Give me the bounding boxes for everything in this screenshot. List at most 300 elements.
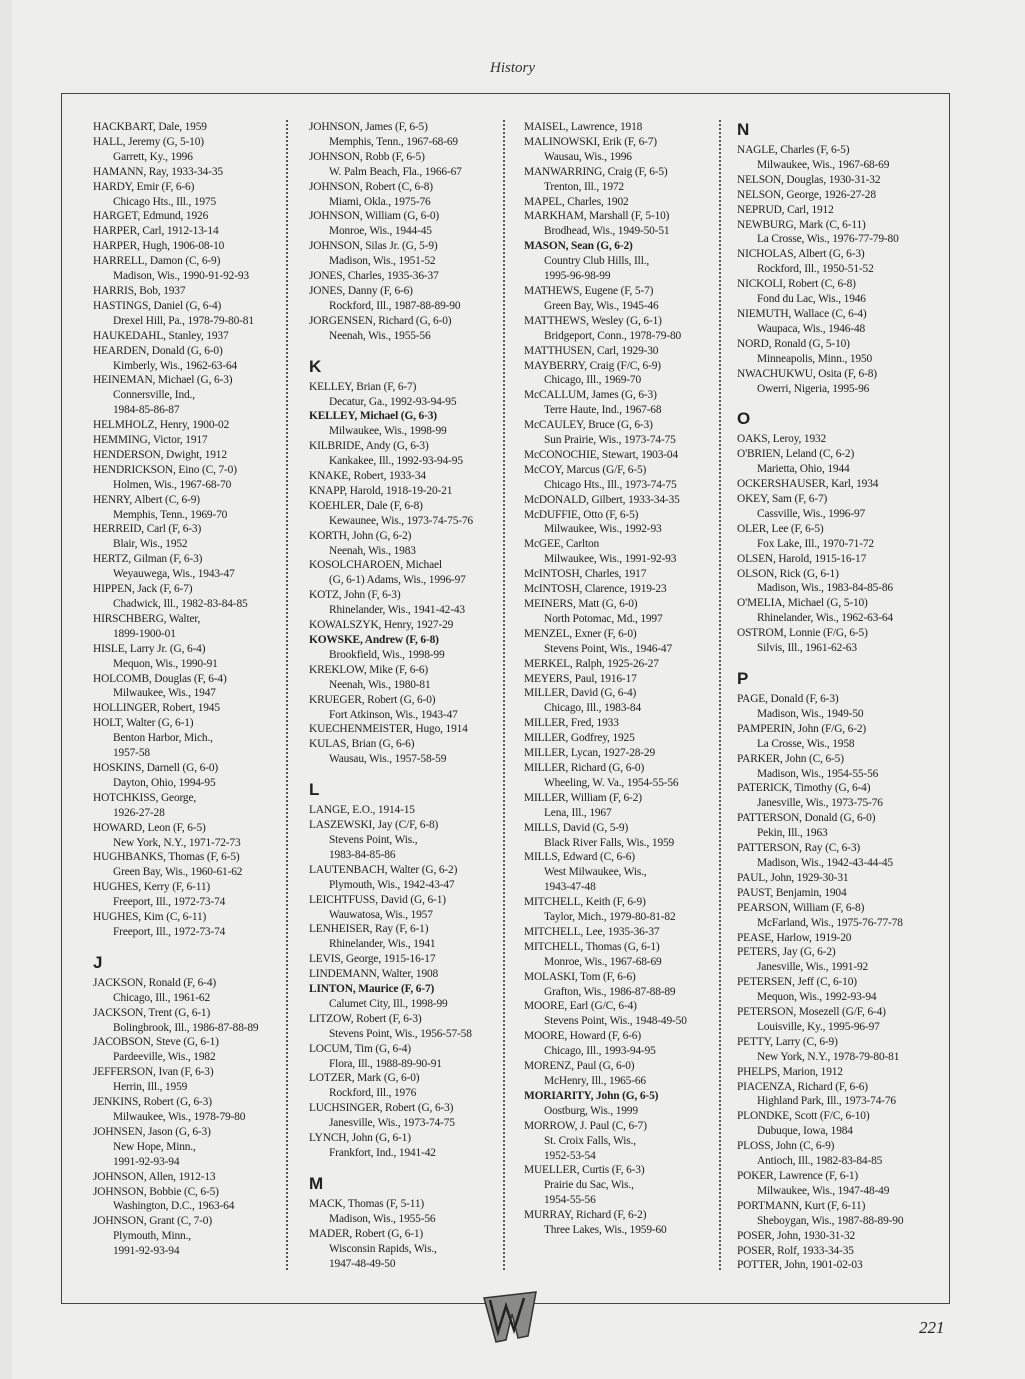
player-entry: LAUTENBACH, Walter (G, 6-2): [309, 863, 458, 876]
player-entry: KELLEY, Brian (F, 6-7): [309, 380, 417, 393]
entry-detail: La Crosse, Wis., 1976-77-79-80: [757, 233, 899, 246]
player-entry: MILLER, Fred, 1933: [524, 717, 619, 730]
player-entry: JONES, Charles, 1935-36-37: [309, 270, 439, 283]
player-entry: MORENZ, Paul (G, 6-0): [524, 1060, 635, 1073]
entry-detail: Wausau, Wis., 1957-58-59: [329, 753, 447, 766]
entry-detail: 1983-84-85-86: [329, 848, 396, 861]
player-entry: HENDRICKSON, Eino (C, 7-0): [93, 463, 237, 476]
entry-detail: Milwaukee, Wis., 1978-79-80: [113, 1111, 246, 1123]
player-entry: NELSON, Douglas, 1930-31-32: [737, 173, 881, 186]
player-entry: PLOSS, John (C, 6-9): [737, 1140, 835, 1153]
entry-detail: Waupaca, Wis., 1946-48: [757, 322, 866, 335]
player-entry: MAISEL, Lawrence, 1918: [524, 121, 643, 133]
entry-detail: Madison, Wis., 1955-56: [329, 1212, 436, 1225]
player-entry: HIRSCHBERG, Walter,: [93, 612, 201, 625]
player-entry: HARPER, Carl, 1912-13-14: [93, 225, 219, 238]
player-entry: MILLS, Edward (C, 6-6): [524, 851, 635, 864]
entry-detail: Neenah, Wis., 1955-56: [329, 329, 431, 342]
entry-detail: Chadwick, Ill., 1982-83-84-85: [113, 598, 248, 610]
entry-detail: Lena, Ill., 1967: [544, 806, 612, 819]
entry-detail: Plymouth, Minn.,: [113, 1230, 191, 1243]
player-entry: KOWSKE, Andrew (F, 6-8): [309, 634, 439, 646]
player-entry: PATTERSON, Ray (C, 6-3): [737, 842, 861, 855]
entry-detail: Kewaunee, Wis., 1973-74-75-76: [329, 514, 473, 527]
player-entry: LINTON, Maurice (F, 6-7): [309, 983, 435, 996]
running-head: History: [490, 60, 535, 76]
player-entry: PETERSEN, Jeff (C, 6-10): [737, 976, 857, 989]
roster-column-3: [524, 120, 724, 1238]
entry-detail: Pardeeville, Wis., 1982: [113, 1051, 216, 1064]
entry-detail: Plymouth, Wis., 1942-43-47: [329, 878, 455, 891]
entry-detail: Silvis, Ill., 1961-62-63: [757, 642, 857, 655]
player-entry: LUCHSINGER, Robert (G, 6-3): [309, 1102, 454, 1115]
player-entry: McDONALD, Gilbert, 1933-34-35: [524, 493, 680, 506]
entry-detail: Milwaukee, Wis., 1998-99: [329, 425, 447, 438]
player-entry: POKER, Lawrence (F, 6-1): [737, 1170, 859, 1182]
roster-column-4: [737, 120, 937, 1273]
entry-detail: 1899-1900-01: [113, 627, 176, 640]
entry-detail: Prairie du Sac, Wis.,: [544, 1179, 634, 1192]
player-entry: MILLS, David (G, 5-9): [524, 821, 629, 834]
player-entry: PATTERSON, Donald (G, 6-0): [737, 812, 876, 825]
roster-column-2: [309, 120, 509, 1271]
player-entry: LOCUM, Tim (G, 6-4): [309, 1042, 411, 1055]
player-entry: PAMPERIN, John (F/G, 6-2): [737, 722, 867, 735]
entry-detail: Garrett, Ky., 1996: [113, 150, 193, 163]
player-entry: KREKLOW, Mike (F, 6-6): [309, 663, 429, 676]
player-entry: OLSEN, Harold, 1915-16-17: [737, 552, 867, 565]
entry-detail: 1957-58: [113, 747, 150, 760]
section-letter: K: [309, 356, 322, 376]
entry-detail: Wauwatosa, Wis., 1957: [329, 908, 433, 921]
player-entry: LINDEMANN, Walter, 1908: [309, 968, 439, 981]
player-entry: JACOBSON, Steve (G, 6-1): [93, 1036, 219, 1049]
player-entry: POTTER, John, 1901-02-03: [737, 1259, 863, 1272]
entry-detail: Herrin, Ill., 1959: [113, 1081, 188, 1094]
player-entry: HIPPEN, Jack (F, 6-7): [93, 583, 193, 596]
entry-detail: Stevens Point, Wis., 1948-49-50: [544, 1015, 687, 1028]
player-entry: PEARSON, William (F, 6-8): [737, 901, 865, 914]
player-entry: PEASE, Harlow, 1919-20: [737, 931, 852, 944]
entry-detail: Chicago Hts., Ill., 1973-74-75: [544, 478, 677, 491]
entry-detail: Wheeling, W. Va., 1954-55-56: [544, 776, 679, 789]
player-entry: HEMMING, Victor, 1917: [93, 434, 208, 447]
player-entry: MITCHELL, Keith (F, 6-9): [524, 896, 646, 909]
player-entry: JEFFERSON, Ivan (F, 6-3): [93, 1066, 214, 1079]
entry-detail: Milwaukee, Wis., 1991-92-93: [544, 553, 677, 566]
player-entry: PORTMANN, Kurt (F, 6-11): [737, 1199, 866, 1212]
entry-detail: Freeport, Ill., 1972-73-74: [113, 925, 226, 938]
player-entry: JACKSON, Trent (G, 6-1): [93, 1006, 211, 1019]
entry-detail: Minneapolis, Minn., 1950: [757, 352, 873, 365]
player-entry: MILLER, Richard (G, 6-0): [524, 761, 645, 774]
entry-detail: Louisville, Ky., 1995-96-97: [757, 1020, 880, 1033]
player-entry: LENHEISER, Ray (F, 6-1): [309, 923, 429, 936]
entry-detail: Madison, Wis., 1942-43-44-45: [757, 856, 893, 869]
entry-detail: Janesville, Wis., 1991-92: [757, 961, 869, 974]
player-entry: POSER, John, 1930-31-32: [737, 1229, 856, 1242]
player-entry: JOHNSON, Robert (C, 6-8): [309, 180, 433, 193]
entry-detail: Stevens Point, Wis., 1956-57-58: [329, 1027, 472, 1040]
player-entry: PETTY, Larry (C, 6-9): [737, 1035, 838, 1048]
player-entry: HARDY, Emir (F, 6-6): [93, 180, 195, 193]
player-entry: KUECHENMEISTER, Hugo, 1914: [309, 723, 468, 736]
entry-detail: New York, N.Y., 1978-79-80-81: [757, 1050, 900, 1063]
player-entry: KULAS, Brian (G, 6-6): [309, 738, 415, 751]
player-entry: OAKS, Leroy, 1932: [737, 433, 827, 446]
entry-detail: 1947-48-49-50: [329, 1257, 396, 1270]
player-entry: JOHNSON, Allen, 1912-13: [93, 1170, 216, 1183]
player-entry: McGEE, Carlton: [524, 538, 600, 551]
entry-detail: Stevens Point, Wis., 1946-47: [544, 642, 673, 655]
player-entry: JACKSON, Ronald (F, 6-4): [93, 976, 217, 989]
logo-letter: W: [478, 1288, 479, 1289]
player-entry: MUELLER, Curtis (F, 6-3): [524, 1164, 645, 1177]
player-entry: KNAKE, Robert, 1933-34: [309, 470, 426, 483]
player-entry: PAGE, Donald (F, 6-3): [737, 693, 839, 705]
player-entry: JENKINS, Robert (G, 6-3): [93, 1096, 212, 1109]
player-entry: NICKOLI, Robert (C, 6-8): [737, 278, 856, 291]
entry-detail: Neenah, Wis., 1983: [329, 544, 416, 557]
player-entry: HELMHOLZ, Henry, 1900-02: [93, 419, 230, 432]
entry-detail: Milwaukee, Wis., 1947: [113, 687, 216, 700]
entry-detail: 1943-47-48: [544, 881, 596, 894]
player-entry: MADER, Robert (G, 6-1): [309, 1227, 424, 1240]
entry-detail: Drexel Hill, Pa., 1978-79-80-81: [113, 314, 254, 327]
section-letter: J: [93, 952, 103, 972]
entry-detail: New Hope, Minn.,: [113, 1140, 196, 1153]
entry-detail: Black River Falls, Wis., 1959: [544, 836, 675, 849]
player-entry: MITCHELL, Lee, 1935-36-37: [524, 925, 660, 938]
entry-detail: Flora, Ill., 1988-89-90-91: [329, 1057, 442, 1070]
column-divider: [286, 120, 288, 1270]
player-entry: HARRIS, Bob, 1937: [93, 284, 186, 297]
player-entry: OSTROM, Lonnie (F/G, 6-5): [737, 627, 868, 640]
player-entry: NIEMUTH, Wallace (C, 6-4): [737, 307, 867, 320]
entry-detail: Fond du Lac, Wis., 1946: [757, 293, 866, 306]
player-entry: NWACHUKWU, Osita (F, 6-8): [737, 367, 877, 380]
entry-detail: Memphis, Tenn., 1969-70: [113, 508, 228, 521]
player-entry: McDUFFIE, Otto (F, 6-5): [524, 508, 639, 521]
player-entry: HENDERSON, Dwight, 1912: [93, 448, 227, 461]
entry-detail: Holmen, Wis., 1967-68-70: [113, 478, 232, 491]
player-entry: MORROW, J. Paul (C, 6-7): [524, 1119, 647, 1132]
player-entry: MATTHEWS, Wesley (G, 6-1): [524, 314, 662, 327]
player-entry: HAMANN, Ray, 1933-34-35: [93, 165, 223, 178]
player-entry: MURRAY, Richard (F, 6-2): [524, 1209, 647, 1222]
player-entry: MEINERS, Matt (G, 6-0): [524, 598, 638, 610]
player-entry: HISLE, Larry Jr. (G, 6-4): [93, 642, 206, 655]
entry-detail: Milwaukee, Wis., 1992-93: [544, 523, 662, 536]
entry-detail: Fox Lake, Ill., 1970-71-72: [757, 537, 874, 550]
player-entry: MEYERS, Paul, 1916-17: [524, 672, 637, 685]
player-entry: HAUKEDAHL, Stanley, 1937: [93, 329, 229, 342]
player-entry: HOTCHKISS, George,: [93, 791, 197, 804]
entry-detail: St. Croix Falls, Wis.,: [544, 1134, 636, 1147]
player-entry: JONES, Danny (F, 6-6): [309, 284, 413, 297]
entry-detail: Frankfort, Ind., 1941-42: [329, 1147, 436, 1159]
entry-detail: Monroe, Wis., 1944-45: [329, 225, 432, 238]
entry-detail: Brookfield, Wis., 1998-99: [329, 648, 445, 661]
player-entry: MERKEL, Ralph, 1925-26-27: [524, 657, 659, 670]
entry-detail: Wisconsin Rapids, Wis.,: [329, 1242, 437, 1255]
player-entry: POSER, Rolf, 1933-34-35: [737, 1244, 854, 1257]
player-entry: MACK, Thomas (F, 5-11): [309, 1197, 425, 1210]
player-entry: HUGHBANKS, Thomas (F, 6-5): [93, 851, 240, 864]
entry-detail: Decatur, Ga., 1992-93-94-95: [329, 395, 457, 408]
entry-detail: 1995-96-98-99: [544, 270, 611, 283]
player-entry: HARPER, Hugh, 1906-08-10: [93, 240, 225, 253]
entry-detail: Pekin, Ill., 1963: [757, 827, 828, 840]
player-entry: HARGET, Edmund, 1926: [93, 210, 209, 223]
entry-detail: Memphis, Tenn., 1967-68-69: [329, 135, 458, 148]
player-entry: MARKHAM, Marshall (F, 5-10): [524, 210, 670, 223]
player-entry: KRUEGER, Robert (G, 6-0): [309, 693, 436, 706]
entry-detail: Monroe, Wis., 1967-68-69: [544, 955, 662, 968]
player-entry: NEWBURG, Mark (C, 6-11): [737, 218, 866, 231]
player-entry: OLSON, Rick (G, 6-1): [737, 567, 839, 580]
player-entry: PATERICK, Timothy (G, 6-4): [737, 782, 871, 795]
player-entry: KORTH, John (G, 6-2): [309, 529, 412, 542]
player-entry: JOHNSON, Silas Jr. (G, 5-9): [309, 240, 438, 253]
entry-detail: Bolingbrook, Ill., 1986-87-88-89: [113, 1021, 259, 1034]
section-letter: L: [309, 780, 320, 800]
entry-detail: Wausau, Wis., 1996: [544, 150, 632, 163]
entry-detail: Trenton, Ill., 1972: [544, 180, 624, 193]
entry-detail: Madison, Wis., 1954-55-56: [757, 767, 879, 780]
player-entry: HEARDEN, Donald (G, 6-0): [93, 344, 223, 357]
player-entry: LITZOW, Robert (F, 6-3): [309, 1012, 422, 1025]
player-entry: O'MELIA, Michael (G, 5-10): [737, 597, 868, 610]
entry-detail: Chicago, Ill., 1969-70: [544, 374, 641, 387]
entry-detail: Three Lakes, Wis., 1959-60: [544, 1224, 667, 1237]
entry-detail: Fort Atkinson, Wis., 1943-47: [329, 708, 458, 721]
entry-detail: Calumet City, Ill., 1998-99: [329, 997, 448, 1010]
entry-detail: Connersville, Ind.,: [113, 389, 195, 402]
player-entry: PETERS, Jay (G, 6-2): [737, 946, 836, 959]
entry-detail: Dayton, Ohio, 1994-95: [113, 776, 216, 789]
section-letter: M: [309, 1173, 324, 1193]
player-entry: HARRELL, Damon (C, 6-9): [93, 255, 221, 268]
motion-w-logo: [478, 1288, 542, 1344]
entry-detail: Kimberly, Wis., 1962-63-64: [113, 359, 238, 372]
player-entry: NELSON, George, 1926-27-28: [737, 188, 876, 201]
player-entry: McINTOSH, Clarence, 1919-23: [524, 583, 667, 596]
column-divider: [503, 120, 505, 1270]
player-entry: KOTZ, John (F, 6-3): [309, 589, 401, 602]
entry-detail: Rockford, Ill., 1987-88-89-90: [329, 299, 461, 312]
player-entry: HUGHES, Kim (C, 6-11): [93, 911, 207, 924]
entry-detail: Weyauwega, Wis., 1943-47: [113, 568, 235, 581]
player-entry: McCONOCHIE, Stewart, 1903-04: [524, 448, 678, 461]
player-entry: HOLT, Walter (G, 6-1): [93, 717, 194, 730]
player-entry: HERREID, Carl (F, 6-3): [93, 523, 202, 536]
player-entry: MENZEL, Exner (F, 6-0): [524, 627, 637, 640]
player-entry: MANWARRING, Craig (F, 6-5): [524, 165, 668, 178]
player-entry: McCALLUM, James (G, 6-3): [524, 389, 657, 402]
player-entry: MAPEL, Charles, 1902: [524, 195, 629, 208]
entry-detail: 1991-92-93-94: [113, 1155, 180, 1168]
entry-detail: Madison, Wis., 1951-52: [329, 255, 436, 268]
player-entry: PHELPS, Marion, 1912: [737, 1065, 843, 1078]
player-entry: JOHNSON, William (G, 6-0): [309, 210, 440, 223]
entry-detail: 1952-53-54: [544, 1149, 596, 1162]
entry-detail: 1991-92-93-94: [113, 1245, 180, 1258]
player-entry: PARKER, John (C, 6-5): [737, 752, 844, 765]
entry-detail: 1954-55-56: [544, 1194, 596, 1207]
player-entry: NEPRUD, Carl, 1912: [737, 203, 834, 216]
player-entry: KILBRIDE, Andy (G, 6-3): [309, 440, 429, 453]
player-entry: O'BRIEN, Leland (C, 6-2): [737, 448, 855, 461]
player-entry: LOTZER, Mark (G, 6-0): [309, 1072, 420, 1085]
player-entry: MILLER, William (F, 6-2): [524, 791, 642, 804]
player-entry: MALINOWSKI, Erik (F, 6-7): [524, 135, 657, 148]
entry-detail: Madison, Wis., 1990-91-92-93: [113, 270, 249, 283]
entry-detail: 1984-85-86-87: [113, 404, 180, 417]
player-entry: LYNCH, John (G, 6-1): [309, 1132, 411, 1145]
player-entry: HUGHES, Kerry (F, 6-11): [93, 881, 211, 894]
entry-detail: Rockford, Ill., 1950-51-52: [757, 263, 874, 276]
player-entry: NORD, Ronald (G, 5-10): [737, 337, 850, 350]
player-entry: PAUL, John, 1929-30-31: [737, 871, 849, 884]
entry-detail: Rhinelander, Wis., 1941-42-43: [329, 604, 465, 617]
entry-detail: Mequon, Wis., 1992-93-94: [757, 991, 877, 1004]
player-entry: PIACENZA, Richard (F, 6-6): [737, 1080, 868, 1093]
entry-detail: Taylor, Mich., 1979-80-81-82: [544, 911, 676, 924]
entry-detail: W. Palm Beach, Fla., 1966-67: [329, 165, 462, 178]
entry-detail: Mequon, Wis., 1990-91: [113, 657, 218, 670]
entry-detail: Madison, Wis., 1949-50: [757, 707, 864, 720]
player-entry: KNAPP, Harold, 1918-19-20-21: [309, 484, 453, 497]
player-entry: OCKERSHAUSER, Karl, 1934: [737, 478, 879, 491]
page-number: 221: [919, 1318, 945, 1337]
entry-detail: Chicago, Ill., 1961-62: [113, 991, 210, 1004]
player-entry: LANGE, E.O., 1914-15: [309, 804, 415, 817]
player-entry: LEVIS, George, 1915-16-17: [309, 953, 436, 966]
entry-detail: Miami, Okla., 1975-76: [329, 195, 431, 208]
section-letter: P: [737, 669, 749, 688]
entry-detail: McFarland, Wis., 1975-76-77-78: [757, 916, 903, 929]
entry-detail: Janesville, Wis., 1973-74-75: [329, 1117, 455, 1130]
player-entry: OLER, Lee (F, 6-5): [737, 522, 824, 535]
player-entry: LASZEWSKI, Jay (C/F, 6-8): [309, 819, 439, 832]
player-entry: HALL, Jeremy (G, 5-10): [93, 135, 204, 148]
player-entry: JOHNSON, James (F, 6-5): [309, 121, 428, 133]
entry-detail: Milwaukee, Wis., 1967-68-69: [757, 158, 890, 171]
entry-detail: Owerri, Nigeria, 1995-96: [757, 382, 870, 395]
player-entry: MATTHUSEN, Carl, 1929-30: [524, 344, 659, 357]
entry-detail: La Crosse, Wis., 1958: [757, 737, 855, 750]
player-entry: JOHNSON, Bobbie (C, 6-5): [93, 1185, 219, 1198]
player-entry: MOORE, Earl (G/C, 6-4): [524, 1000, 637, 1013]
player-entry: NAGLE, Charles (F, 6-5): [737, 144, 850, 156]
entry-detail: Green Bay, Wis., 1960-61-62: [113, 866, 243, 879]
entry-detail: Cassville, Wis., 1996-97: [757, 507, 866, 520]
entry-detail: 1926-27-28: [113, 806, 165, 819]
entry-detail: Dubuque, Iowa, 1984: [757, 1125, 853, 1138]
player-entry: McCAULEY, Bruce (G, 6-3): [524, 419, 653, 432]
entry-detail: Chicago Hts., Ill., 1975: [113, 195, 217, 208]
entry-detail: Janesville, Wis., 1973-75-76: [757, 797, 883, 810]
entry-detail: Marietta, Ohio, 1944: [757, 463, 850, 476]
entry-detail: Milwaukee, Wis., 1947-48-49: [757, 1184, 890, 1197]
player-entry: KOEHLER, Dale (F, 6-8): [309, 499, 423, 512]
entry-detail: West Milwaukee, Wis.,: [544, 866, 647, 879]
player-entry: OKEY, Sam (F, 6-7): [737, 493, 828, 506]
entry-detail: Neenah, Wis., 1980-81: [329, 678, 431, 691]
entry-detail: Washington, D.C., 1963-64: [113, 1200, 235, 1213]
entry-detail: Bridgeport, Conn., 1978-79-80: [544, 329, 682, 342]
entry-detail: Highland Park, Ill., 1973-74-76: [757, 1095, 896, 1108]
roster-column-1: [93, 120, 293, 1259]
player-entry: HENRY, Albert (C, 6-9): [93, 493, 200, 506]
entry-detail: Antioch, Ill., 1982-83-84-85: [757, 1155, 883, 1168]
entry-detail: Madison, Wis., 1983-84-85-86: [757, 582, 893, 595]
player-entry: PAUST, Benjamin, 1904: [737, 886, 847, 899]
player-entry: MILLER, Godfrey, 1925: [524, 732, 635, 745]
player-entry: McCOY, Marcus (G/F, 6-5): [524, 463, 647, 476]
player-entry: NICHOLAS, Albert (G, 6-3): [737, 248, 865, 261]
player-entry: MATHEWS, Eugene (F, 5-7): [524, 284, 654, 297]
player-entry: HACKBART, Dale, 1959: [93, 121, 207, 133]
column-divider: [719, 120, 721, 1270]
player-entry: PLONDKE, Scott (F/C, 6-10): [737, 1110, 870, 1123]
entry-detail: Rhinelander, Wis., 1962-63-64: [757, 612, 893, 625]
entry-detail: Rhinelander, Wis., 1941: [329, 938, 436, 951]
entry-detail: Sun Prairie, Wis., 1973-74-75: [544, 434, 676, 447]
entry-detail: Country Club Hills, Ill.,: [544, 255, 650, 268]
player-entry: HERTZ, Gilman (F, 6-3): [93, 553, 203, 566]
entry-detail: Green Bay, Wis., 1945-46: [544, 299, 659, 312]
player-entry: HASTINGS, Daniel (G, 6-4): [93, 299, 222, 312]
entry-detail: Freeport, Ill., 1972-73-74: [113, 896, 226, 909]
player-entry: MAYBERRY, Craig (F/C, 6-9): [524, 359, 661, 372]
player-entry: PETERSON, Mosezell (G/F, 6-4): [737, 1006, 886, 1019]
player-entry: JOHNSEN, Jason (G, 6-3): [93, 1125, 211, 1138]
player-entry: KOWALSZYK, Henry, 1927-29: [309, 619, 454, 632]
entry-detail: Terre Haute, Ind., 1967-68: [544, 404, 662, 417]
player-entry: JOHNSON, Grant (C, 7-0): [93, 1215, 212, 1228]
player-entry: HOSKINS, Darnell (G, 6-0): [93, 761, 219, 774]
entry-detail: Chicago, Ill., 1993-94-95: [544, 1045, 656, 1058]
player-entry: HOLLINGER, Robert, 1945: [93, 702, 220, 715]
entry-detail: Brodhead, Wis., 1949-50-51: [544, 225, 670, 238]
player-entry: MITCHELL, Thomas (G, 6-1): [524, 940, 660, 953]
entry-detail: Grafton, Wis., 1986-87-88-89: [544, 985, 676, 998]
player-entry: MOLASKI, Tom (F, 6-6): [524, 970, 636, 983]
player-entry: HOWARD, Leon (F, 6-5): [93, 821, 206, 834]
entry-detail: New York, N.Y., 1971-72-73: [113, 836, 241, 849]
player-entry: HEINEMAN, Michael (G, 6-3): [93, 374, 233, 387]
entry-detail: Benton Harbor, Mich.,: [113, 732, 213, 745]
player-entry: MILLER, Lycan, 1927-28-29: [524, 747, 656, 760]
entry-detail: Oostburg, Wis., 1999: [544, 1104, 638, 1117]
player-entry: JORGENSEN, Richard (G, 6-0): [309, 314, 452, 327]
player-entry: JOHNSON, Robb (F, 6-5): [309, 150, 425, 163]
player-entry: HOLCOMB, Douglas (F, 6-4): [93, 672, 227, 685]
player-entry: MILLER, David (G, 6-4): [524, 687, 637, 700]
section-letter: N: [737, 120, 750, 139]
entry-detail: Stevens Point, Wis.,: [329, 833, 418, 846]
entry-detail: Chicago, Ill., 1983-84: [544, 702, 641, 715]
entry-detail: Rockford, Ill., 1976: [329, 1087, 417, 1100]
section-letter: O: [737, 409, 751, 429]
player-entry: KELLEY, Michael (G, 6-3): [309, 410, 437, 423]
entry-detail: (G, 6-1) Adams, Wis., 1996-97: [329, 574, 466, 587]
player-entry: LEICHTFUSS, David (G, 6-1): [309, 893, 446, 906]
player-entry: MOORE, Howard (F, 6-6): [524, 1030, 641, 1043]
player-entry: MORIARITY, John (G, 6-5): [524, 1089, 659, 1102]
